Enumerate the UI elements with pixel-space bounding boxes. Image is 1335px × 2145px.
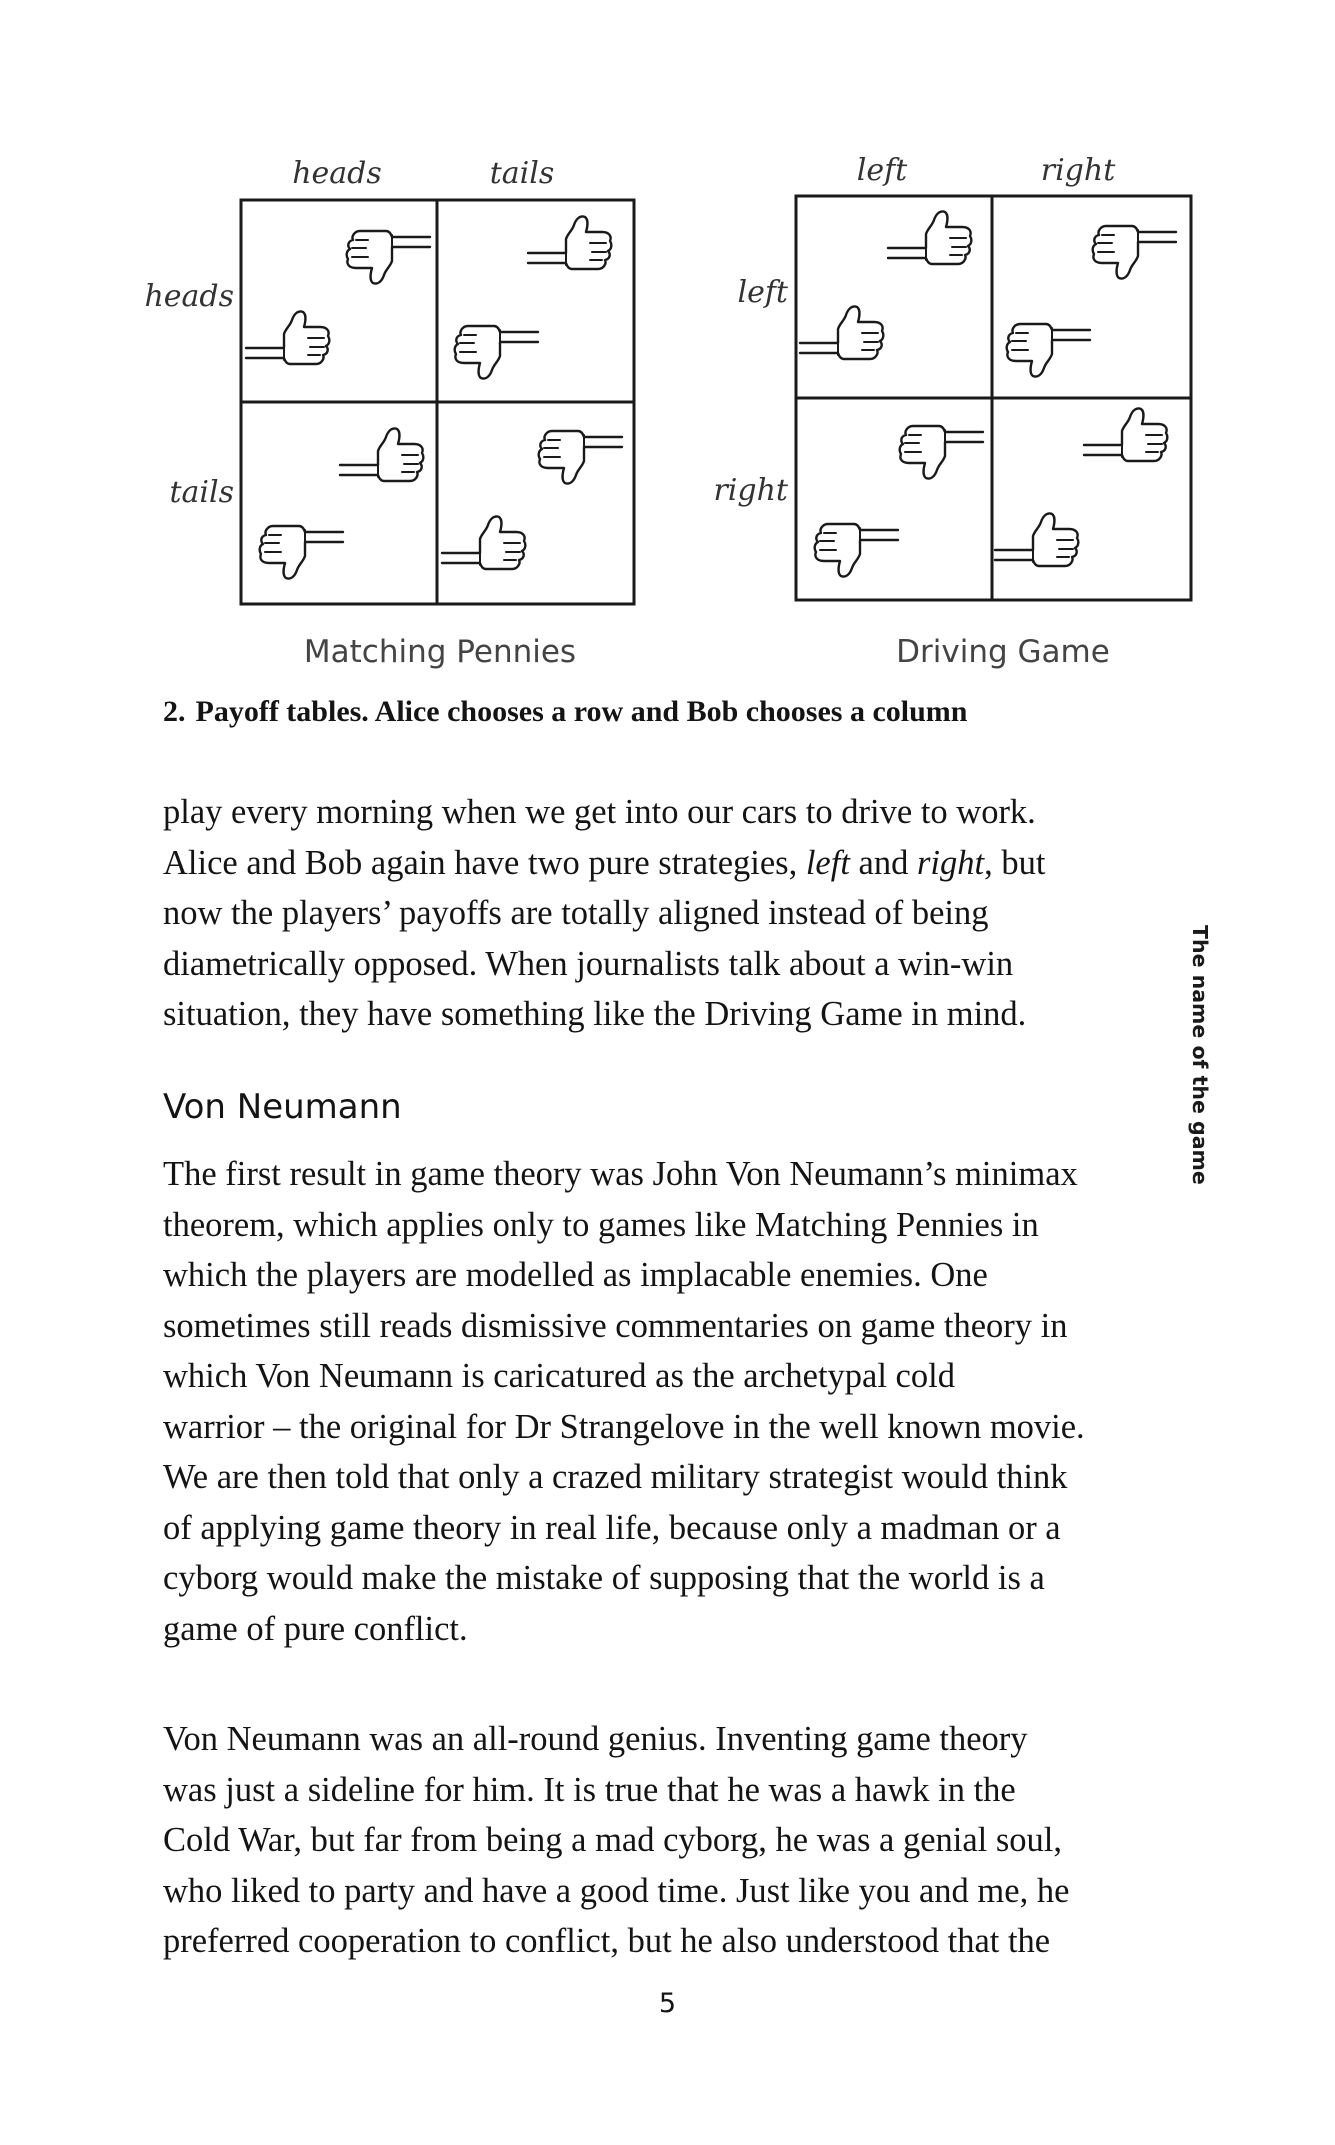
text-line: The first result in game theory was John Von Neumann’s minimax (163, 1155, 1078, 1193)
paragraph-driving-game (163, 787, 1213, 1040)
text-line: now the players’ payoffs are totally aligned instead of being (163, 894, 989, 932)
mp-table-title: Matching Pennies (303, 634, 577, 670)
thumbs-up-icon (340, 428, 423, 481)
emphasis-right: right (917, 843, 985, 882)
thumbs-down-icon (539, 431, 622, 484)
figure-caption-text: Payoff tables. Alice chooses a row and Bob chooses a column (195, 695, 968, 728)
running-head: The name of the game (1188, 925, 1212, 1185)
thumbs-up-icon (800, 306, 883, 359)
text-line: play every morning when we get into our cars to drive to work. (163, 793, 1036, 831)
figure-caption (163, 695, 967, 729)
dg-column-label-left: left (856, 153, 908, 188)
mp-column-label-heads: heads (292, 156, 382, 191)
thumbs-up-icon (1084, 408, 1167, 461)
thumbs-down-icon (260, 526, 343, 579)
matching-pennies-table (144, 156, 634, 670)
mp-column-label-tails: tails (489, 156, 555, 191)
text-line: cyborg would make the mistake of supposing that the world is a (163, 1559, 1045, 1597)
thumbs-up-icon (995, 513, 1078, 566)
paragraph-von-neumann-minimax (163, 1149, 1213, 1654)
text-line: situation, they have something like the Driving Game in mind. (163, 995, 1027, 1033)
thumbs-up-icon (246, 311, 329, 364)
text-line (163, 838, 1213, 889)
text-line: warrior – the original for Dr Strangelove in the well known movie. (163, 1407, 1085, 1446)
driving-game-table (713, 153, 1191, 670)
text-line: of applying game theory in real life, because only a madman or a (163, 1508, 1061, 1547)
text-line: who liked to party and have a good time. Just like you and me, he (163, 1871, 1070, 1910)
payoff-tables-figure (0, 0, 1335, 690)
text-line: which Von Neumann is caricatured as the archetypal cold (163, 1357, 955, 1395)
text-line: preferred cooperation to conflict, but he also understood that the (163, 1922, 1051, 1960)
paragraph-von-neumann-genius (163, 1714, 1213, 1967)
text-fragment: and (849, 843, 917, 882)
dg-row-label-left: left (737, 275, 788, 310)
text-line: game of pure conflict. (163, 1609, 468, 1648)
text-line: which the players are modelled as implacable enemies. One (163, 1256, 988, 1294)
text-fragment: , but (984, 843, 1046, 882)
text-line: was just a sideline for him. It is true that he was a hawk in the (163, 1770, 1016, 1809)
dg-table-title: Driving Game (896, 634, 1110, 670)
page-number: 5 (658, 1988, 677, 2019)
section-heading: Von Neumann (163, 1087, 402, 1127)
text-line: theorem, which applies only to games like Matching Pennies in (163, 1205, 1039, 1244)
dg-row-label-right: right (713, 473, 788, 508)
thumbs-down-icon (347, 231, 430, 284)
text-line: diametrically opposed. When journalists talk about a win-win (163, 944, 1014, 983)
thumbs-up-icon (442, 516, 525, 569)
thumbs-down-icon (815, 524, 898, 577)
dg-column-label-right: right (1040, 153, 1116, 188)
figure-caption-number: 2. (163, 695, 186, 728)
text-line: sometimes still reads dismissive commentaries on game theory in (163, 1306, 1068, 1345)
mp-row-label-heads: heads (144, 279, 234, 314)
thumbs-down-icon (1007, 324, 1090, 377)
mp-row-label-tails: tails (169, 475, 234, 510)
thumbs-up-icon (528, 216, 611, 269)
thumbs-down-icon (900, 426, 983, 479)
text-line: Von Neumann was an all-round genius. Inventing game theory (163, 1720, 1028, 1758)
thumbs-down-icon (455, 326, 538, 379)
thumbs-down-icon (1093, 226, 1176, 279)
thumbs-up-icon (888, 211, 971, 264)
text-fragment: Alice and Bob again have two pure strategies, (163, 843, 806, 882)
text-line: Cold War, but far from being a mad cyborg, he was a genial soul, (163, 1821, 1063, 1859)
text-line: We are then told that only a crazed military strategist would think (163, 1458, 1068, 1496)
emphasis-left: left (805, 843, 850, 882)
